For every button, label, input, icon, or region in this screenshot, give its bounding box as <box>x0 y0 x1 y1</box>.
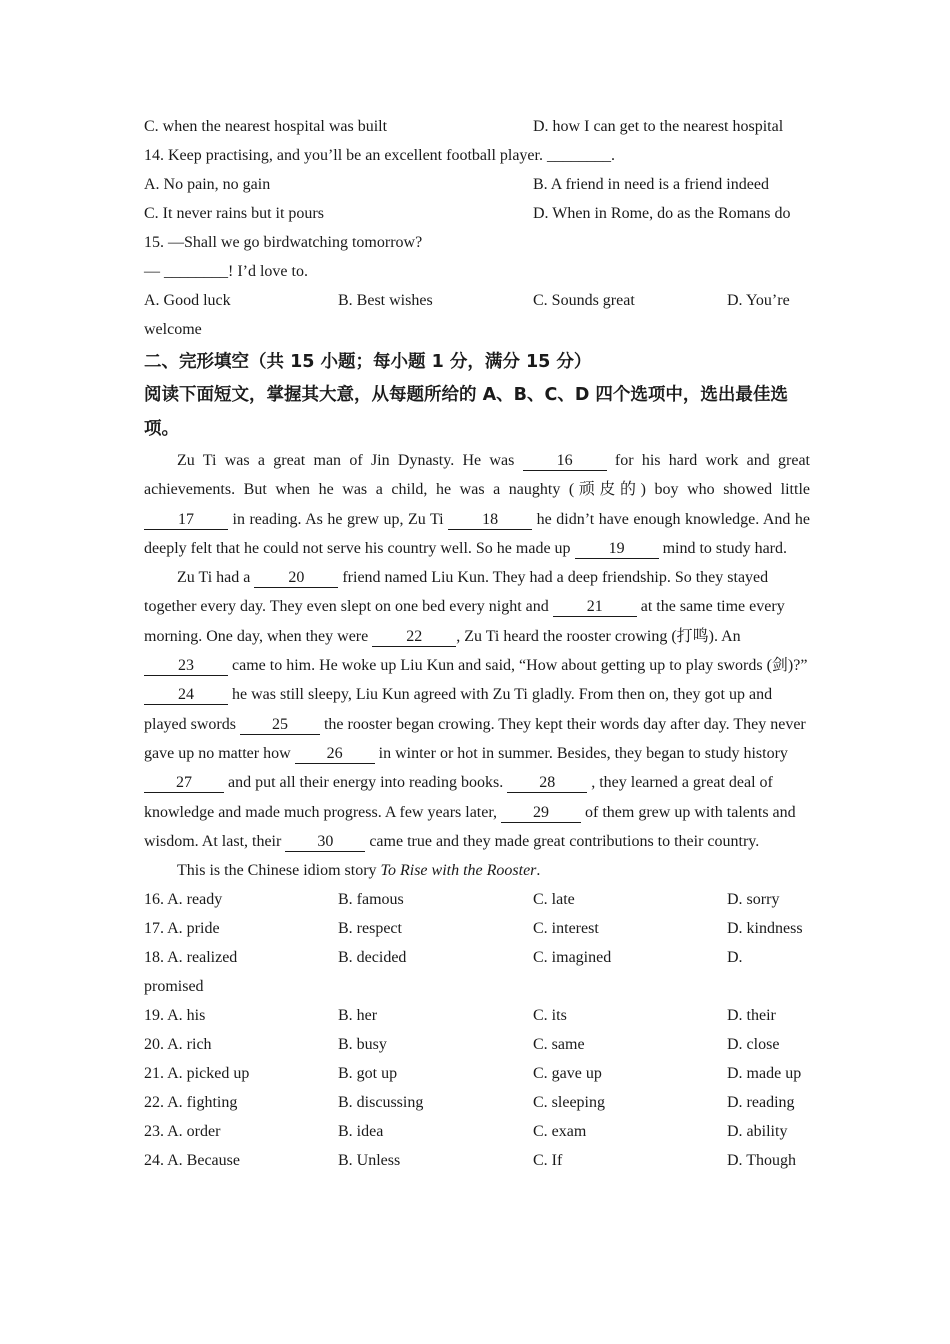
q15-option-a: A. Good luck <box>144 292 231 309</box>
option-a: 18. A. realized <box>144 949 238 967</box>
passage-text: friend named Liu Kun. They had a deep friendship. So they stayed together every day. They even slept on one bed every night and <box>144 569 769 616</box>
option-a: 21. A. picked up <box>144 1065 250 1083</box>
cloze-options-list <box>144 885 810 1175</box>
option-c: C. late <box>533 891 575 909</box>
option-c: C. same <box>533 1036 585 1054</box>
blank-21: 21 <box>553 598 637 617</box>
blank-30: 30 <box>285 833 365 852</box>
q14-options-row-1 <box>144 170 810 199</box>
passage-text: for his hard work and great achievements. But when he was a child, he was a naughty (顽皮的) boy who showed little <box>144 452 811 499</box>
passage-text: came true and they made great contributions to their country. <box>365 832 760 850</box>
option-c: C. gave up <box>533 1065 602 1083</box>
option-b: B. famous <box>338 891 404 909</box>
blank-19: 19 <box>575 540 659 559</box>
blank-28: 28 <box>507 774 587 793</box>
blank-17: 17 <box>144 511 228 530</box>
q15-option-b: B. Best wishes <box>338 292 433 309</box>
blank-27: 27 <box>144 774 224 793</box>
blank-20: 20 <box>254 569 338 588</box>
passage-text: This is the Chinese idiom story <box>177 862 381 880</box>
option-row-21 <box>144 1059 810 1088</box>
q15-options-row <box>144 286 810 315</box>
q15-stem-1: 15. —Shall we go birdwatching tomorrow? <box>144 234 423 251</box>
q14-option-a: A. No pain, no gain <box>144 176 271 193</box>
option-row-17 <box>144 914 810 943</box>
passage-text: and put all their energy into reading books. <box>224 774 508 792</box>
section-2-title: 二、完形填空（共 15 小题；每小题 1 分，满分 15 分） <box>144 352 592 372</box>
option-d: D. sorry <box>727 891 780 909</box>
passage-text: in winter or hot in summer. Besides, they began to study history <box>374 744 788 762</box>
passage-text: Zu Ti had a <box>177 569 255 587</box>
q15-stem-2: — ________! I’d love to. <box>144 263 308 280</box>
option-b: B. respect <box>338 920 402 938</box>
option-b: B. Unless <box>338 1152 401 1170</box>
blank-25: 25 <box>240 716 320 735</box>
option-b: B. discussing <box>338 1094 424 1112</box>
option-a: 22. A. fighting <box>144 1094 238 1112</box>
option-b: B. decided <box>338 949 407 967</box>
option-row-22 <box>144 1088 810 1117</box>
option-b: B. busy <box>338 1036 387 1054</box>
option-c: C. exam <box>533 1123 587 1141</box>
passage-paragraph-2 <box>144 563 810 856</box>
passage-text: . <box>536 862 541 880</box>
q13-option-c: C. when the nearest hospital was built <box>144 118 388 135</box>
option-row-16 <box>144 885 810 914</box>
option-a: 17. A. pride <box>144 920 220 938</box>
passage-paragraph-3 <box>144 856 810 885</box>
option-d: D. kindness <box>727 920 803 938</box>
option-d: D. <box>727 949 743 967</box>
passage-paragraph-1 <box>144 446 810 563</box>
passage-text: at the same time every morning. One day, when they were <box>144 598 785 645</box>
option-b: B. idea <box>338 1123 384 1141</box>
blank-18: 18 <box>448 511 532 530</box>
passage-text: , they learned a great deal of knowledge and made much progress. A few years later, <box>144 774 773 821</box>
passage-text: the rooster began crowing. They kept their words day after day. They never gave up no matter how <box>144 715 806 762</box>
option-c: C. sleeping <box>533 1094 605 1112</box>
blank-29: 29 <box>501 804 581 823</box>
q15-option-c: C. Sounds great <box>533 292 635 309</box>
q14-option-b: B. A friend in need is a friend indeed <box>533 176 769 193</box>
q15-option-d: D. You’re <box>727 292 790 309</box>
option-c: C. If <box>533 1152 563 1170</box>
option-d: D. close <box>727 1036 780 1054</box>
option-a: 16. A. ready <box>144 891 223 909</box>
option-a: 19. A. his <box>144 1007 206 1025</box>
q13-options-row <box>144 112 810 141</box>
option-a: 20. A. rich <box>144 1036 212 1054</box>
passage-text: , Zu Ti heard the rooster crowing (打鸣). An <box>456 627 741 645</box>
idiom-title: To Rise with the Rooster <box>380 862 537 880</box>
option-d: D. their <box>727 1007 776 1025</box>
option-a: 24. A. Because <box>144 1152 240 1170</box>
q13-option-d: D. how I can get to the nearest hospital <box>533 118 784 135</box>
option-d: D. made up <box>727 1065 802 1083</box>
option-row-23 <box>144 1117 810 1146</box>
q14-option-c: C. It never rains but it pours <box>144 205 324 222</box>
option-row-20 <box>144 1030 810 1059</box>
blank-24: 24 <box>144 686 228 705</box>
blank-22: 22 <box>372 628 456 647</box>
exam-page <box>144 112 810 1175</box>
option-d: D. reading <box>727 1094 795 1112</box>
q15-option-d-wrap: welcome <box>144 321 202 338</box>
q14-option-d: D. When in Rome, do as the Romans do <box>533 205 791 222</box>
option-b: B. got up <box>338 1065 398 1083</box>
q14-options-row-2 <box>144 199 810 228</box>
passage-text: Zu Ti was a great man of Jin Dynasty. He was <box>177 452 523 469</box>
option-c: C. imagined <box>533 949 612 967</box>
option-a: 23. A. order <box>144 1123 221 1141</box>
passage-text: he didn’t have enough knowledge. And he deeply felt that he could not serve his country well. So he made up <box>144 510 811 557</box>
passage-text: mind to study hard. <box>658 539 787 557</box>
option-d: D. ability <box>727 1123 788 1141</box>
option-c: C. its <box>533 1007 567 1025</box>
option-d: D. Though <box>727 1152 797 1170</box>
passage-text: of them grew up with talents and wisdom. At last, their <box>144 803 796 850</box>
option-b: B. her <box>338 1007 378 1025</box>
option-row-19 <box>144 1001 810 1030</box>
passage-text: came to him. He woke up Liu Kun and said, “How about getting up to play swords (剑)?” <box>228 657 808 675</box>
section-2-instruction: 阅读下面短文，掌握其大意，从每题所给的 A、B、C、D 四个选项中，选出最佳选项。 <box>144 385 788 439</box>
passage-text: he was still sleepy, Liu Kun agreed with Zu Ti gladly. From then on, they got up and played swords <box>144 686 773 733</box>
blank-26: 26 <box>295 745 375 764</box>
q14-stem: 14. Keep practising, and you’ll be an excellent football player. ________. <box>144 147 615 164</box>
passage-text: in reading. As he grew up, Zu Ti <box>228 510 449 528</box>
option-row-18-wrap: promised <box>144 978 204 996</box>
option-row-18 <box>144 943 810 972</box>
option-row-24 <box>144 1146 810 1175</box>
blank-16: 16 <box>523 452 607 471</box>
option-c: C. interest <box>533 920 599 938</box>
blank-23: 23 <box>144 657 228 676</box>
